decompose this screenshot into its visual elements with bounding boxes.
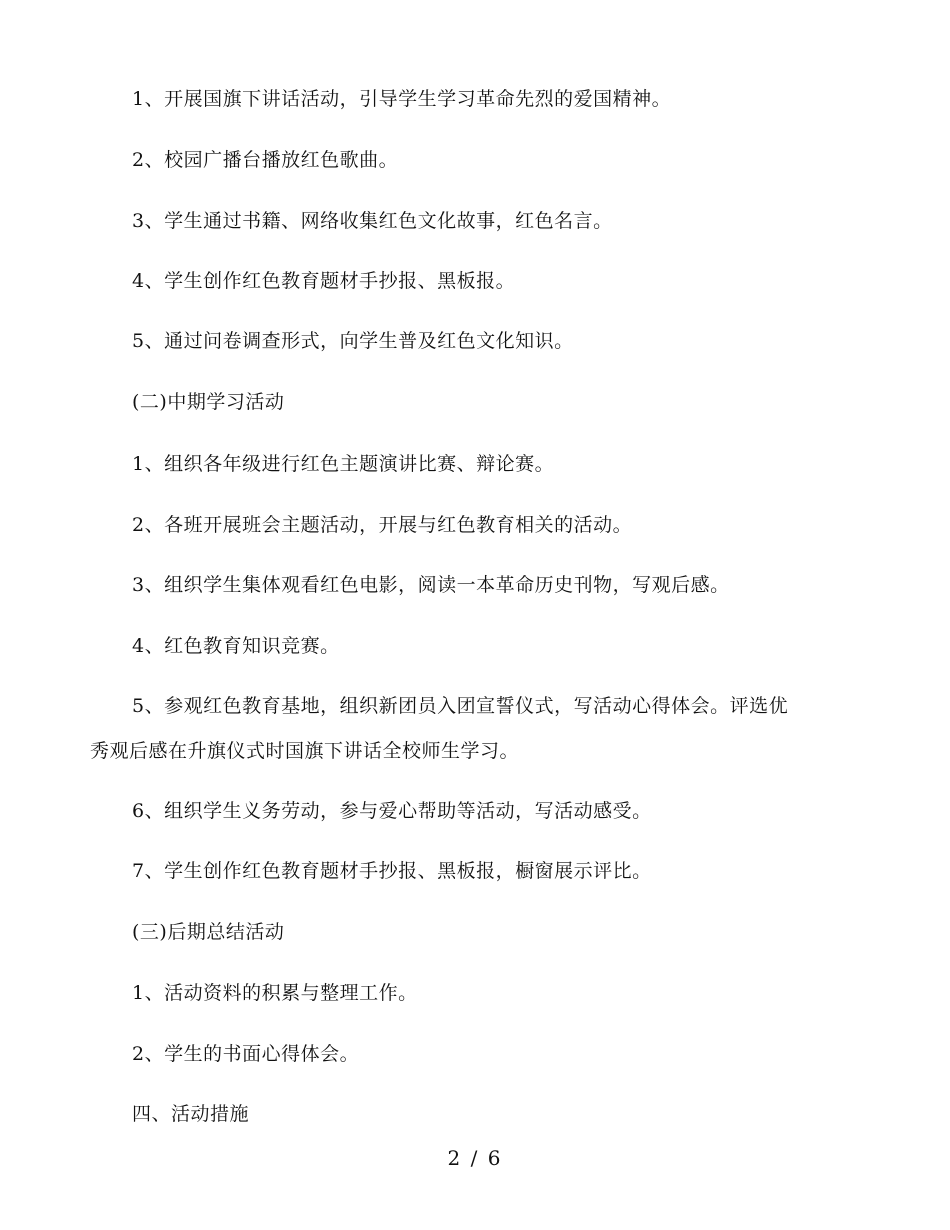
paragraph-line: 1、开展国旗下讲话活动，引导学生学习革命先烈的爱国精神。 bbox=[132, 88, 672, 110]
paragraph-line: 4、红色教育知识竞赛。 bbox=[132, 635, 340, 657]
section-heading: 四、活动措施 bbox=[132, 1103, 250, 1125]
section-heading: (三)后期总结活动 bbox=[132, 921, 285, 943]
paragraph-line: 3、学生通过书籍、网络收集红色文化故事，红色名言。 bbox=[132, 210, 613, 232]
page-number: 2 / 6 bbox=[447, 1146, 503, 1170]
paragraph-line: 6、组织学生义务劳动，参与爱心帮助等活动，写活动感受。 bbox=[132, 800, 652, 822]
paragraph-line: 1、活动资料的积累与整理工作。 bbox=[132, 982, 418, 1004]
paragraph-line: 7、学生创作红色教育题材手抄报、黑板报，橱窗展示评比。 bbox=[132, 860, 652, 882]
paragraph-line: 2、学生的书面心得体会。 bbox=[132, 1043, 360, 1065]
paragraph-line: 2、校园广播台播放红色歌曲。 bbox=[132, 149, 399, 171]
paragraph-line: 1、组织各年级进行红色主题演讲比赛、辩论赛。 bbox=[132, 453, 555, 475]
paragraph-line-continuation: 秀观后感在升旗仪式时国旗下讲话全校师生学习。 bbox=[90, 740, 520, 762]
section-heading: (二)中期学习活动 bbox=[132, 391, 285, 413]
paragraph-line: 3、组织学生集体观看红色电影，阅读一本革命历史刊物，写观后感。 bbox=[132, 574, 730, 596]
paragraph-line: 5、通过问卷调查形式，向学生普及红色文化知识。 bbox=[132, 330, 574, 352]
paragraph-line: 4、学生创作红色教育题材手抄报、黑板报。 bbox=[132, 270, 516, 292]
paragraph-line: 5、参观红色教育基地，组织新团员入团宣誓仪式，写活动心得体会。评选优 bbox=[132, 695, 789, 717]
paragraph-line: 2、各班开展班会主题活动，开展与红色教育相关的活动。 bbox=[132, 514, 633, 536]
